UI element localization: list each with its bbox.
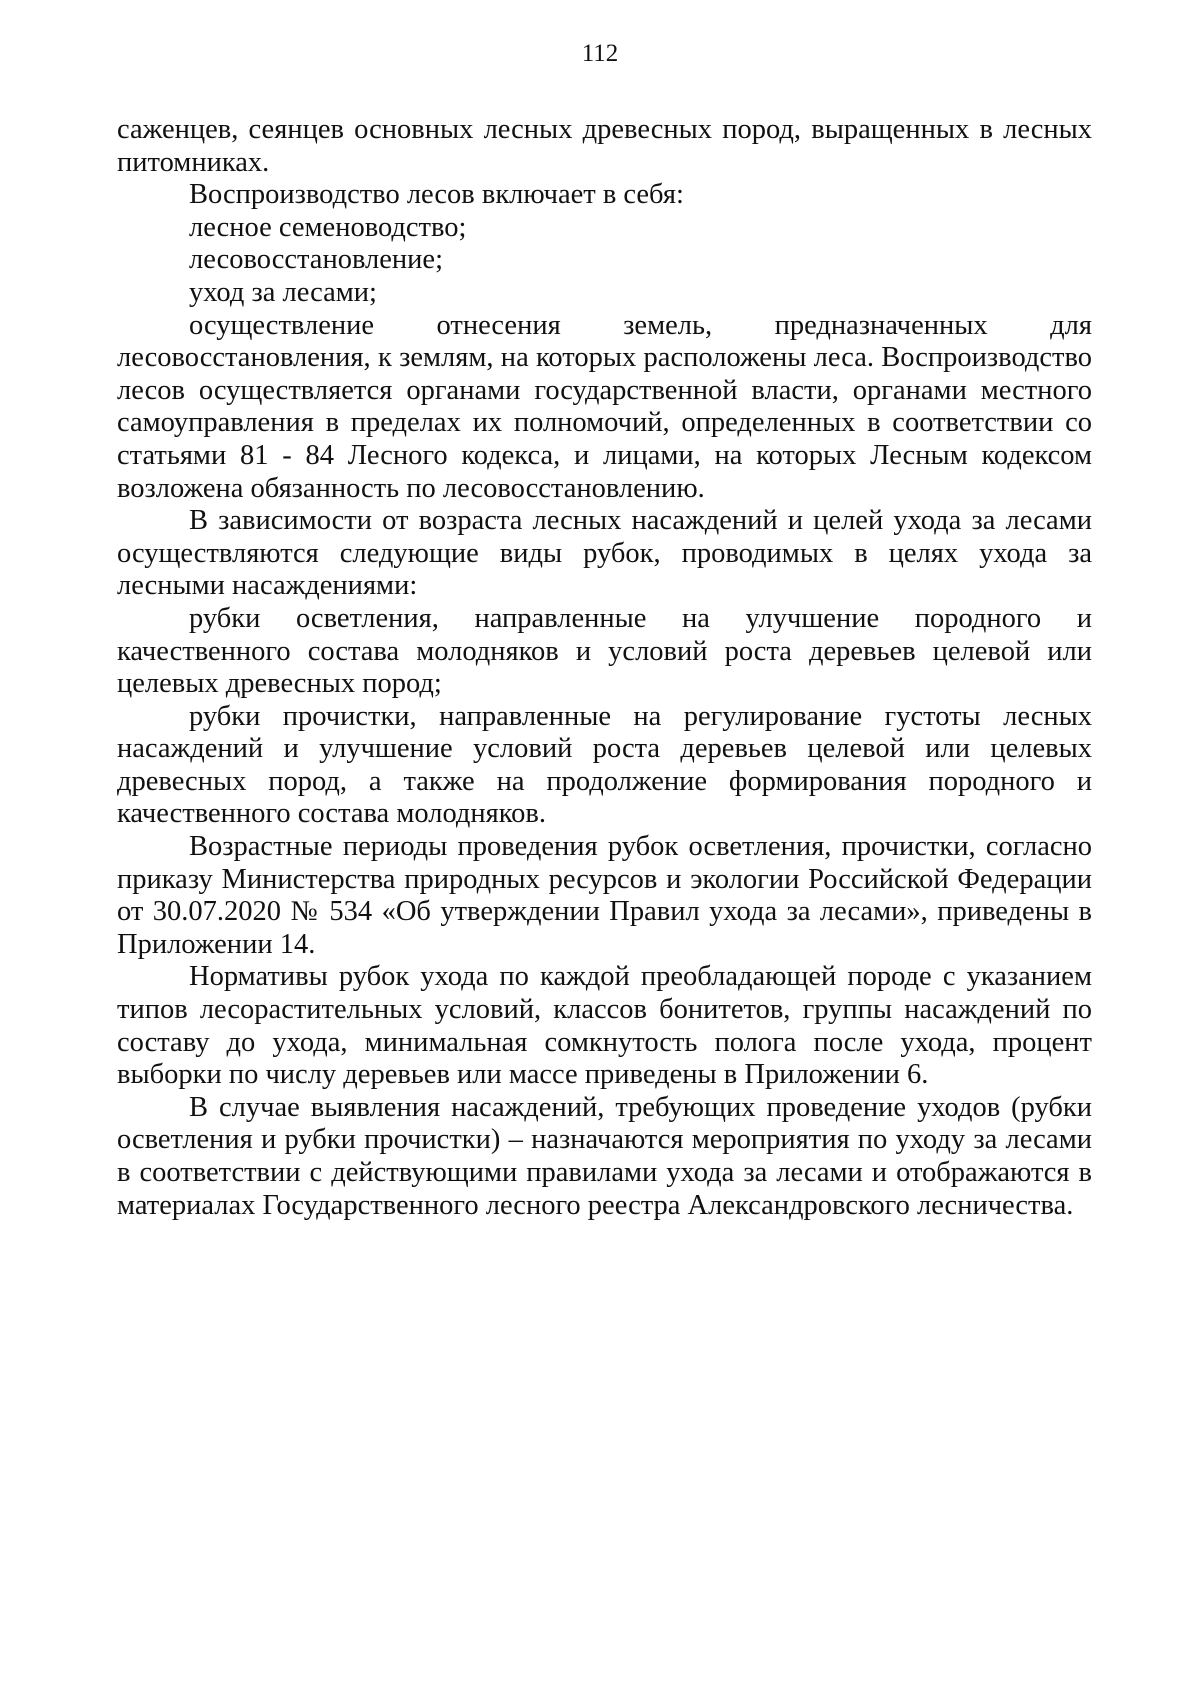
paragraph-felling-types: В зависимости от возраста лесных насаждений и целей ухода за лесами осуществляются следующие виды рубок, проводимых в целях ухода за лесными насаждениями: xyxy=(117,505,1092,602)
list-item-forest-care: уход за лесами; xyxy=(189,276,377,308)
page-number: 112 xyxy=(581,40,619,67)
paragraph-care-measures: В случае выявления насаждений, требующих проведение уходов (рубки осветления и рубки прочистки) – назначаются мероприятия по уходу за лесами в соответствии с действующими правилами ухода за лесами и отображаются в материалах Государственного лесного реестра Александровского лесничества. xyxy=(117,1091,1092,1221)
paragraph-reproduction-intro: Воспроизводство лесов включает в себя: xyxy=(189,179,684,211)
paragraph-age-periods: Возрастные периоды проведения рубок осветления, прочистки, согласно приказу Министерства природных ресурсов и экологии Российской Федерации от 30.07.2020 № 534 «Об утверждении Правил ухода за лесами», приведены в Приложении 14. xyxy=(117,831,1092,960)
document-body xyxy=(117,114,1092,1222)
paragraph-land-assignment: осуществление отнесения земель, предназначенных для лесовосстановления, к землям, на которых расположены леса. Воспроизводство лесов осуществляется органами государственной власти, органами местного самоуправления в пределах их полномочий, определенных в соответствии со статьями 81 - 84 Лесного кодекса, и лицами, на которых Лесным кодексом возложена обязанность по лесовосстановлению. xyxy=(117,309,1092,504)
paragraph-clarification-felling: рубки осветления, направленные на улучшение породного и качественного состава молодняков и условий роста деревьев целевой или целевых древесных пород; xyxy=(117,602,1092,700)
list-item-reforestation: лесовосстановление; xyxy=(189,244,443,276)
paragraph-cleaning-felling: рубки прочистки, направленные на регулирование густоты лесных насаждений и улучшение условий роста деревьев целевой или целевых древесных пород, а также на продолжение формирования породного и качественного состава молодняков. xyxy=(117,700,1092,830)
paragraph-felling-standards: Нормативы рубок ухода по каждой преобладающей породе с указанием типов лесорастительных условий, классов бонитетов, группы насаждений по составу до ухода, минимальная сомкнутость полога после ухода, процент выборки по числу деревьев или массе приведены в Приложении 6. xyxy=(117,961,1092,1091)
list-item-seed-production: лесное семеноводство; xyxy=(189,211,467,243)
paragraph-continuation: саженцев, сеянцев основных лесных древесных пород, выращенных в лесных питомниках. xyxy=(117,114,1092,178)
